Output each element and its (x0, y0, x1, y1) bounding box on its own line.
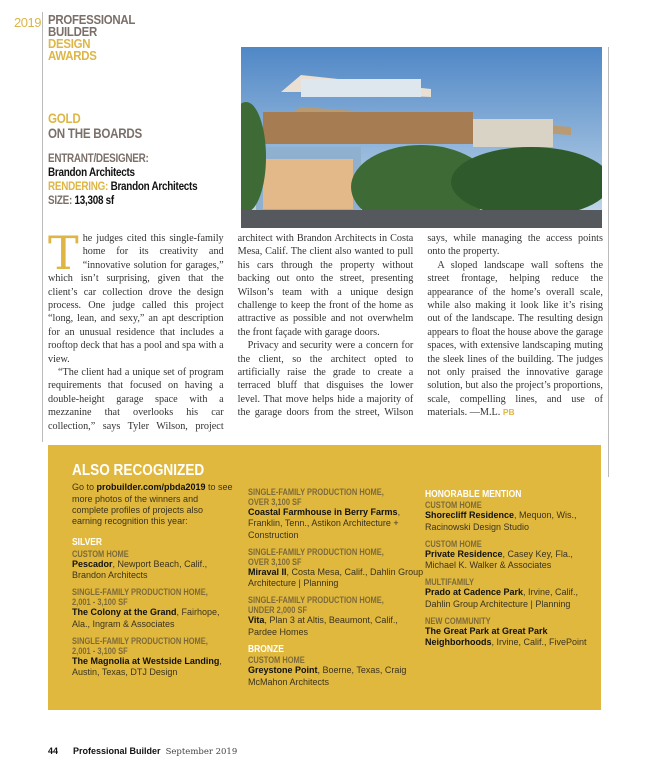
entry-name: Vita (248, 615, 265, 626)
also-recognized-box (48, 445, 601, 710)
paragraph-4 (427, 259, 603, 420)
entry-details: , Costa Mesa, Calif., Dahlin Group Architecture | Planning (248, 566, 424, 589)
entry-details: , Irvine, Calif., Dahlin Group Architecture | Planning (425, 587, 579, 609)
article-body (48, 226, 603, 433)
recognized-entry (248, 655, 426, 688)
credits (48, 152, 197, 208)
entry-category: 2,001 - 3,100 SF (72, 645, 128, 656)
entry-category: NEW COMMUNITY (425, 616, 491, 627)
entrant-label: ENTRANT/DESIGNER: (48, 153, 149, 165)
recognized-entry (425, 616, 595, 649)
logo-line: BUILDER (48, 24, 98, 39)
entry-text (425, 549, 595, 572)
entry-text (248, 665, 426, 688)
paragraph-text: A sloped landscape wall softens the street frontage, helping reduce the appearance of the home’s overall scale, while also making it look like it’s rising out of the landscape. The resulting design appears to float the house above the garage spaces, with extensive landscaping muting the sleek lines of the building. The judges not only praised the innovative garage solution, but also the project’s proportions, scale, compelling lines, and use of materials. —M.L. (427, 259, 603, 419)
entry-name: Shorecliff Residence (425, 510, 515, 521)
entry-details: , Mequon, Wis., Racinowski Design Studio (425, 510, 577, 532)
entry-details: , Casey Key, Fla., Michael K. Walker & Associates (425, 548, 573, 571)
entry-text (425, 626, 595, 649)
entry-name: Private Residence (425, 548, 503, 559)
entry-category: CUSTOM HOME (425, 538, 482, 549)
recognized-entry (72, 549, 234, 582)
right-rule (608, 47, 609, 477)
recognized-entry (425, 500, 595, 533)
entry-category: CUSTOM HOME (72, 548, 129, 559)
entry-text (72, 656, 234, 679)
paragraph-text: he judges cited this single-family home for its creativity and “innovative solution for garages,” which isn’t surprising, given that the client’s car collection drove the design process. One judge called this project “long, lean, and sexy,” an apt description for an unusual residence that includes a rooftop deck that has a pool and spa with a view. (48, 233, 224, 365)
entry-category: OVER 3,100 SF (248, 556, 302, 567)
issue-date: September 2019 (165, 747, 238, 757)
entry-category: SINGLE-FAMILY PRODUCTION HOME, (248, 595, 384, 606)
tier-honorable-mention: HONORABLE MENTION (425, 489, 522, 500)
recognized-entry (248, 547, 426, 590)
entry-category: SINGLE-FAMILY PRODUCTION HOME, (248, 546, 384, 557)
recognized-entry (248, 487, 426, 541)
entry-text (72, 607, 234, 630)
paragraph-3: Privacy and security were a concern for the client, so the architect opted to artificially raise the grade to create a terraced bluff that disguises the lower level. That move helps hide a majority of the garage doors from the street, Wilson says, while managing the access points onto the property. (237, 233, 603, 419)
box-title: ALSO RECOGNIZED (72, 462, 205, 479)
entry-details: , Newport Beach, Calif., Brandon Architects (72, 558, 208, 581)
entry-category: CUSTOM HOME (248, 655, 305, 666)
entry-name: Pescador (72, 558, 113, 569)
intro-text: Go to probuilder.com/pbda2019 to see more photos of the winners and complete profiles of projects also earning recognition this year: (72, 482, 233, 527)
entry-text (248, 615, 426, 638)
tier-silver: SILVER (72, 537, 103, 549)
award-tier: GOLD (48, 111, 81, 126)
page-number: 44 (48, 746, 59, 756)
entry-details: , Plan 3 at Altis, Beaumont, Calif., Pardee Homes (248, 615, 398, 637)
rendering-value: Brandon Architects (110, 181, 198, 193)
entry-details: , Austin, Texas, DTJ Design (72, 655, 222, 678)
size-label: SIZE: (48, 195, 72, 207)
entry-text (248, 507, 426, 541)
entry-name: The Magnolia at Westside Landing (72, 655, 220, 666)
logo-line: DESIGN (48, 36, 91, 51)
entry-name: The Great Park at Great Park Neighborhoods (425, 626, 548, 648)
entry-details: , Irvine, Calif., FivePoint (491, 637, 587, 648)
entry-name: Miraval II (248, 566, 287, 577)
entrant-value: Brandon Architects (48, 167, 135, 179)
logo-line: AWARDS (48, 48, 97, 63)
page-footer (48, 746, 237, 757)
magazine-name: Professional Builder (73, 746, 161, 756)
tier-bronze: BRONZE (248, 644, 284, 656)
recognized-entry (425, 577, 595, 610)
entry-category: MULTIFAMILY (425, 577, 475, 588)
entry-details: , Boerne, Texas, Craig McMahon Architects (248, 665, 407, 687)
entry-category: SINGLE-FAMILY PRODUCTION HOME, (72, 635, 208, 646)
recognized-entry (72, 636, 234, 679)
drop-cap: T (48, 226, 79, 280)
recognized-entry (248, 595, 426, 638)
award-year: 2019 (14, 15, 41, 30)
entry-text (425, 587, 595, 610)
entry-text (425, 510, 595, 533)
website-link[interactable]: probuilder.com/pbda2019 (96, 482, 206, 493)
award-heading (48, 111, 142, 141)
award-category: ON THE BOARDS (48, 126, 143, 141)
awards-logo (48, 14, 135, 62)
entry-name: The Colony at the Grand (72, 607, 177, 618)
recognized-entry (425, 539, 595, 572)
entry-text (72, 559, 234, 582)
entry-details: , Fairhope, Ala., Ingram & Associates (72, 607, 220, 629)
entry-category: SINGLE-FAMILY PRODUCTION HOME, (248, 487, 384, 497)
entry-category: OVER 3,100 SF (248, 497, 302, 507)
size-value: 13,308 sf (74, 195, 114, 207)
logo-line: PROFESSIONAL (48, 12, 136, 27)
house-rendering-image (241, 47, 602, 228)
entry-category: 2,001 - 3,100 SF (72, 597, 128, 608)
entry-name: Coastal Farmhouse in Berry Farms (248, 507, 398, 517)
left-rule (42, 12, 43, 442)
paragraph-1 (48, 226, 224, 366)
paragraph-2: “The client had a unique set of program requirements that focused on having a double-height garage space with a mezzanine that overlooks his car collection,” says Tyler Wilson, project architect with Brandon Architects in Costa Mesa, Calif. The client also wanted to pull his cars through the property without backing out onto the street, presenting Wilson’s team with a unique design challenge to keep the front of the home as attractive as possible and not overwhelm the front façade with garage doors. (48, 233, 414, 432)
entry-category: UNDER 2,000 SF (248, 605, 308, 616)
entry-text (248, 567, 426, 590)
entry-details: , Franklin, Tenn., Astikon Architecture + Construction (248, 507, 401, 540)
recognized-entry (72, 587, 234, 630)
entry-category: CUSTOM HOME (425, 500, 482, 511)
entry-category: SINGLE-FAMILY PRODUCTION HOME, (72, 587, 208, 598)
entry-name: Prado at Cadence Park (425, 587, 524, 598)
entry-name: Greystone Point (248, 665, 318, 676)
end-mark: PB (502, 407, 515, 418)
rendering-label: RENDERING: (48, 181, 109, 193)
